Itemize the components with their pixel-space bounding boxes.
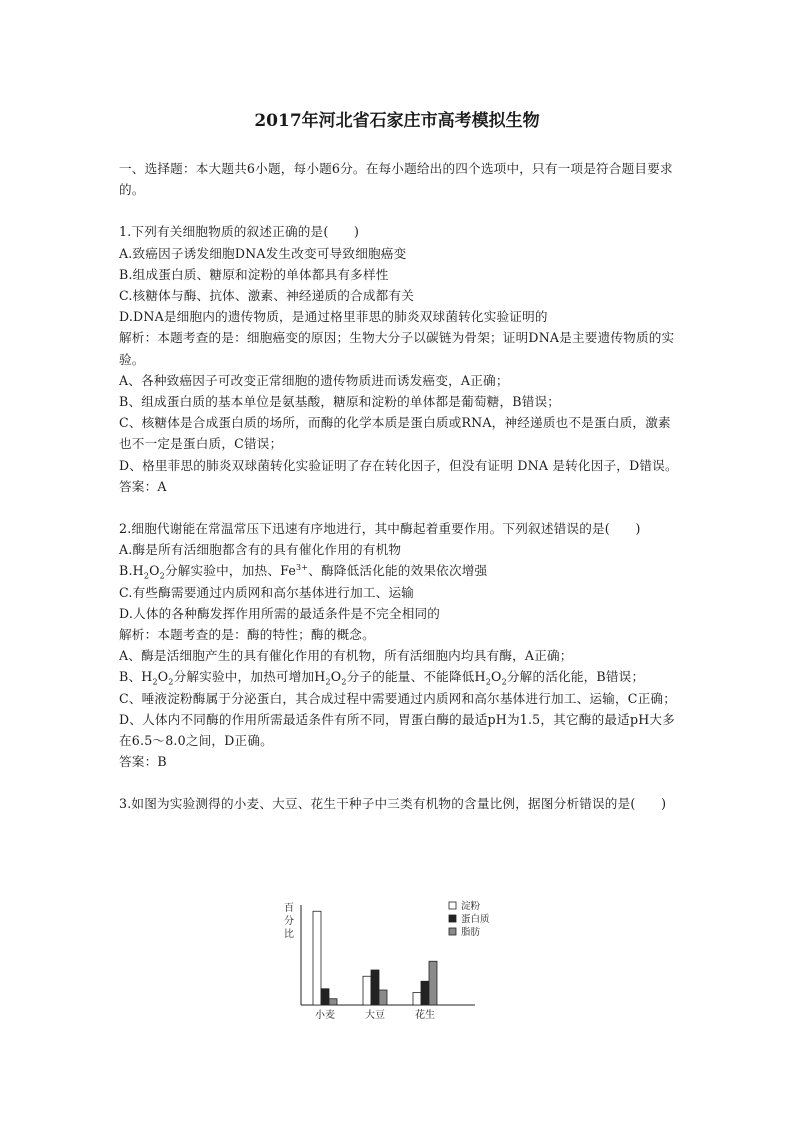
q1-option-d: D.DNA是细胞内的遗传物质，是通过格里菲思的肺炎双球菌转化实验证明的 [119, 309, 548, 325]
q2-stem: 2.细胞代谢能在常温常压下迅速有序地进行，其中酶起着重要作用。下列叙述错误的是( ) [119, 521, 641, 537]
x-tick-label: 小麦 [315, 1010, 335, 1021]
q1-option-b: B.组成蛋白质、糖原和淀粉的单体都具有多样性 [119, 266, 389, 282]
q2-explanation-d: D、人体内不同酶的作用所需最适条件有所不同，胃蛋白酶的最适pH为1.5，其它酶的最适pH大多在6.5～8.0之间，D正确。 [119, 711, 675, 749]
bar-花生-蛋白质 [421, 981, 429, 1005]
bar-大豆-蛋白质 [371, 970, 379, 1005]
q2-analysis: 解析：本题考查的是：酶的特性；酶的概念。 [119, 627, 375, 643]
q1-analysis: 解析：本题考查的是：细胞癌变的原因；生物大分子以碳链为骨架；证明DNA是主要遗传物质的实验。 [119, 330, 675, 367]
section-header: 一、选择题：本大题共6小题，每小题6分。在每小题给出的四个选项中，只有一项是符合题目要求的。 [119, 161, 673, 198]
q3-stem: 3.如图为实验测得的小麦、大豆、花生干种子中三类有机物的含量比例，据图分析错误的是( ) [119, 796, 667, 812]
chart-svg [275, 893, 525, 1023]
legend-swatch-脂肪 [449, 928, 456, 935]
q2-explanation-a: A、酶是活细胞产生的具有催化作用的有机物，所有活细胞内均具有酶，A正确； [119, 648, 573, 664]
y-axis-label: 百 [284, 903, 294, 914]
q1-explanation-d: D、格里菲思的肺炎双球菌转化实验证明了存在转化因子，但没有证明 DNA 是转化因子，D错误。 [119, 457, 678, 473]
document-body [119, 158, 679, 815]
bar-花生-脂肪 [429, 961, 437, 1005]
seed-composition-chart [275, 893, 525, 1023]
q2-explanation-c: C、唾液淀粉酶属于分泌蛋白，其合成过程中需要通过内质网和高尔基体进行加工、运输，C正确； [119, 690, 677, 706]
q1-option-a: A.致癌因子诱发细胞DNA发生改变可导致细胞癌变 [119, 245, 407, 261]
x-tick-label: 大豆 [365, 1010, 385, 1021]
legend-label-淀粉: 淀粉 [461, 901, 481, 912]
bar-花生-淀粉 [413, 993, 421, 1006]
x-tick-label: 花生 [415, 1010, 435, 1021]
legend-swatch-淀粉 [449, 902, 456, 909]
legend-swatch-蛋白质 [449, 915, 456, 922]
q2-option-c: C.有些酶需要通过内质网和高尔基体进行加工、运输 [119, 584, 415, 600]
q1-stem: 1.下列有关细胞物质的叙述正确的是( ) [119, 224, 360, 240]
legend-label-脂肪: 脂肪 [461, 927, 481, 938]
page-title: 2017年河北省石家庄市高考模拟生物 [254, 111, 540, 131]
bar-大豆-脂肪 [379, 990, 387, 1005]
q2-option-b: $B.H_2O_2$分解实验中，加热、$Fe^{3+}$、酶降低活化能的效果依次增强 [119, 563, 488, 581]
q2-answer: 答案：B [119, 754, 167, 770]
q1-explanation-c: C、核糖体是合成蛋白质的场所，而酶的化学本质是蛋白质或RNA，神经递质也不是蛋白质，激素也不一定是蛋白质，C错误； [119, 415, 671, 452]
bar-小麦-蛋白质 [321, 989, 329, 1005]
q2-explanation-b: B、$H_2O_2$分解实验中，加热可增加$H_2O_2$分子的能量、不能降低$H_2O_2$分解的活化能，B错误； [119, 669, 645, 687]
q2-option-d: D.人体的各种酶发挥作用所需的最适条件是不完全相同的 [119, 605, 441, 621]
y-axis-label: 比 [284, 929, 294, 940]
bar-大豆-淀粉 [363, 976, 371, 1005]
q1-answer: 答案：A [119, 478, 167, 494]
q1-option-c: C.核糖体与酶、抗体、激素、神经递质的合成都有关 [119, 288, 415, 304]
y-axis-label: 分 [284, 916, 294, 927]
q2-option-a: A.酶是所有活细胞都含有的具有催化作用的有机物 [119, 542, 402, 558]
bar-小麦-脂肪 [329, 999, 337, 1005]
q1-explanation-b: B、组成蛋白质的基本单位是氨基酸，糖原和淀粉的单体都是葡萄糖，B错误； [119, 394, 561, 410]
bar-小麦-淀粉 [313, 911, 321, 1005]
legend-label-蛋白质: 蛋白质 [461, 914, 490, 925]
q1-explanation-a: A、各种致癌因子可改变正常细胞的遗传物质进而诱发癌变，A正确； [119, 372, 509, 388]
